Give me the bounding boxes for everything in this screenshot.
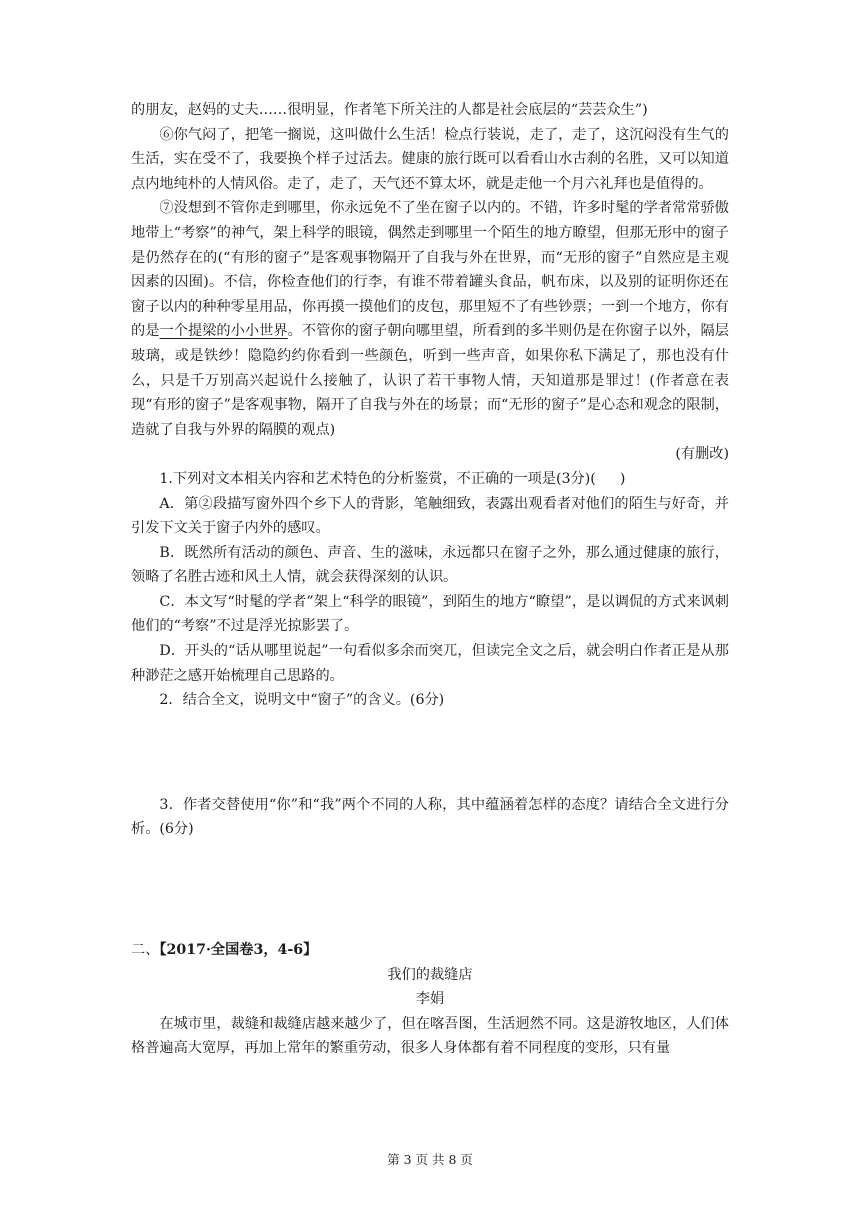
section-2-heading [131, 938, 729, 963]
article-author: 李娟 [415, 991, 445, 1008]
passage-paragraph-6: ⑥你气闷了，把笔一搁说，这叫做什么生活！检点行装说，走了，走了，这沉闷没有生气的生活，实在受不了，我要换个样子过活去。健康的旅行既可以看看山水古刹的名胜，又可以知道点内地纯朴的人情风俗。走了，走了，天气还不算太坏，就是走他一个月六礼拜也是值得的。 [131, 126, 729, 192]
answer-space-2[interactable] [131, 713, 729, 793]
question-2: 2．结合全文，说明文中“窗子”的含义。(6分) [159, 692, 445, 709]
paragraph-7-text-a: ⑦没想到不管你走到哪里，你永远免不了坐在窗子以内的。不错，许多时髦的学者常常骄傲地带上“考察”的神气，架上科学的眼镜，偶然走到哪里一个陌生的地方瞭望，但那无形中的窗子是仍然存在的(“有形的窗子”是客观事物隔开了自我与外在世界，而“无形的窗子”自然应是主观因素的囚囿)。不信，你检查他们的行李，有谁不带着罐头食品，帆布床，以及别的证明你还在窗子以内的种种零星用品，你再摸一摸他们的皮包，那里短不了有些钞票；一到一个地方，你有的是 [131, 200, 729, 340]
article-paragraph-1: 在城市里，裁缝和裁缝店越来越少了，但在喀吾图，生活迥然不同。这是游牧地区，人们体格普遍高大宽厚，再加上常年的繁重劳动，很多人身体都有着不同程度的变形，只有量 [131, 1015, 729, 1057]
paragraph-7-text-b: 。不管你的窗子朝向哪里望，所看到的多半则仍是在你窗子以外，隔层玻璃，或是铁纱！隐隐约约你看到一些颜色，听到一些声音，如果你私下满足了，那也没有什么，只是千万别高兴起说什么接触了，认识了若干事物人情，天知道那是罪过！(作者意在表现“有形的窗子”是客观事物，隔开了自我与外在的场景；而“无形的窗子”是心态和观念的限制，造就了自我与外界的隔膜的观点) [131, 323, 729, 438]
underlined-phrase: 一个提梁的小小世界 [159, 323, 288, 340]
article-title: 我们的裁缝店 [387, 966, 473, 983]
question-1-text: 1.下列对文本相关内容和艺术特色的分析鉴赏，不正确的一项是(3分)( [159, 470, 596, 487]
passage-paragraph-continuation: 的朋友，赵妈的丈夫……很明显，作者笔下所关注的人都是社会底层的“芸芸众生”) [131, 102, 648, 118]
answer-space-3[interactable] [131, 842, 729, 938]
question-1-option-c: C．本文写“时髦的学者”架上“科学的眼镜”，到陌生的地方“瞭望”，是以调侃的方式来讽刺他们的“考察”不过是浮光掠影罢了。 [131, 593, 729, 635]
question-1-stem [131, 467, 729, 492]
question-1-option-b: B．既然所有活动的颜色、声音、生的滋味，永远都只在窗子之外，那么通过健康的旅行，领略了名胜古迹和风土人情，就会获得深刻的认识。 [131, 544, 729, 586]
question-1-option-d: D．开头的“话从哪里说起”一句看似多余而突兀，但读完全文之后，就会明白作者正是从那种渺茫之感开始梳理自己思路的。 [131, 643, 729, 684]
abridged-note: (有删改) [675, 446, 729, 463]
section-2-number: 二、 [131, 942, 160, 959]
section-2-source: 【2017·全国卷3，4-6】 [159, 942, 318, 959]
passage-paragraph-7 [131, 196, 729, 442]
question-3: 3．作者交替使用“你”和“我”两个不同的人称，其中蕴涵着怎样的态度？请结合全文进行分析。(6分) [131, 796, 729, 838]
page-footer: 第 3 页 共 8 页 [387, 1152, 473, 1167]
question-1-option-a: A．第②段描写窗外四个乡下人的背影，笔触细致，表露出观看者对他们的陌生与好奇，并引发下文关于窗子内外的感叹。 [131, 495, 729, 537]
page-content [131, 98, 729, 1061]
question-1-close: ) [619, 470, 626, 487]
